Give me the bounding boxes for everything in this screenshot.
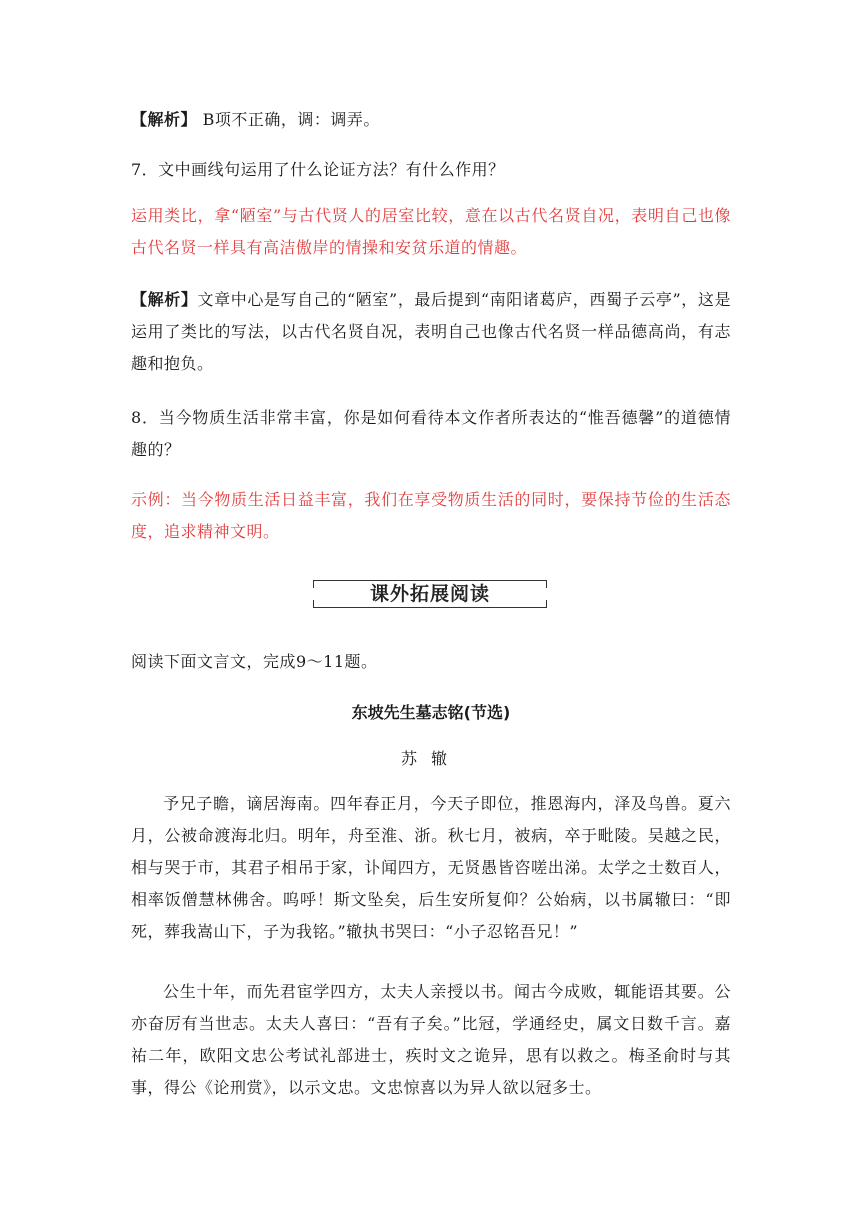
- q6-analysis: [131, 104, 731, 136]
- analysis-label: 【解析】: [131, 110, 198, 129]
- section-banner-title: 课外拓展阅读: [369, 583, 490, 605]
- q8-answer: 示例：当今物质生活日益丰富，我们在享受物质生活的同时，要保持节俭的生活态度，追求精神文明。: [131, 490, 731, 541]
- q7-answer: 运用类比，拿“陋室”与古代贤人的居室比较，意在以古代名贤自况，表明自己也像古代名贤一样具有高洁傲岸的情操和安贫乐道的情趣。: [131, 206, 731, 257]
- q7-analysis: [131, 284, 731, 380]
- passage-title: 东坡先生墓志铭(节选): [351, 703, 511, 722]
- analysis-text: B项不正确，调：调弄。: [197, 110, 380, 129]
- reading-instruction: 阅读下面文言文，完成9～11题。: [131, 652, 378, 671]
- analysis-text: 文章中心是写自己的“陋室”，最后提到“南阳诸葛庐，西蜀子云亭”，这是运用了类比的写法，以古代名贤自况，表明自己也像古代名贤一样品德高尚，有志趣和抱负。: [131, 290, 731, 373]
- passage-paragraph-2: 公生十年，而先君宦学四方，太夫人亲授以书。闻古今成败，辄能语其要。公亦奋厉有当世志。太夫人喜曰：“吾有子矣。”比冠，学通经史，属文日数千言。嘉祐二年，欧阳文忠公考试礼部进士，疾时文之诡异，思有以救之。梅圣俞时与其事，得公《论刑赏》，以示文忠。文忠惊喜以为异人欲以冠多士。: [131, 982, 731, 1097]
- analysis-label: 【解析】: [131, 290, 198, 309]
- section-banner: [313, 580, 547, 608]
- passage-author: 苏辙: [400, 749, 461, 768]
- question-7: 7．文中画线句运用了什么论证方法？有什么作用？: [131, 160, 505, 179]
- question-8: 8．当今物质生活非常丰富，你是如何看待本文作者所表达的“惟吾德馨”的道德情趣的？: [131, 408, 731, 459]
- passage-paragraph-1: 予兄子瞻，谪居海南。四年春正月，今天子即位，推恩海内，泽及鸟兽。夏六月，公被命渡海北归。明年，舟至淮、浙。秋七月，被病，卒于毗陵。吴越之民，相与哭于市，其君子相吊于家，讣闻四方，无贤愚皆咨嗟出涕。太学之士数百人，相率饭僧慧林佛舍。呜呼！斯文坠矣，后生安所复仰？公始病，以书属辙曰：“即死，葬我嵩山下，子为我铭。”辙执书哭曰：“小子忍铭吾兄！”: [131, 794, 731, 941]
